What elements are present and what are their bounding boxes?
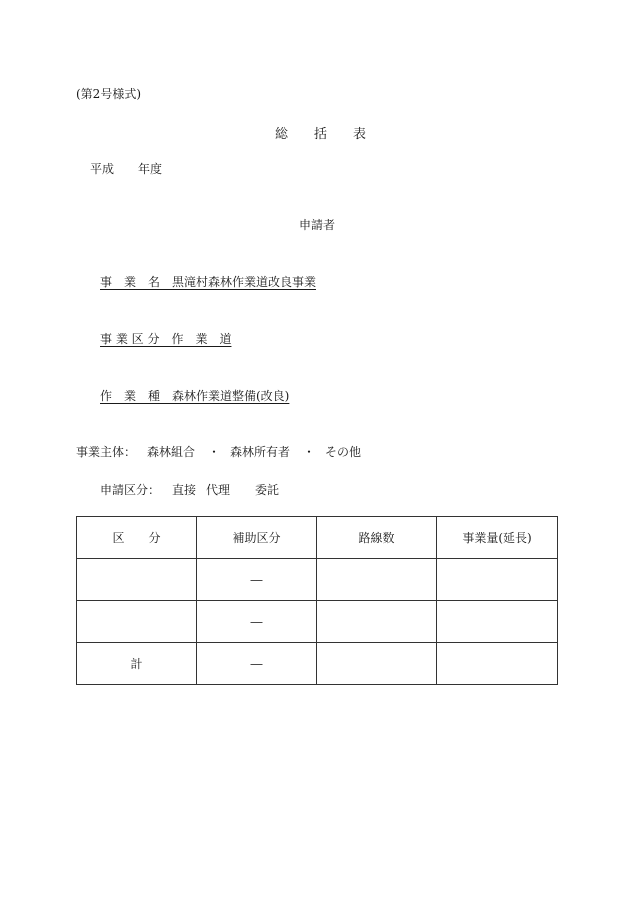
table-cell xyxy=(437,559,558,601)
operator-label: 事業主体： xyxy=(76,445,137,459)
operator-option-other: その他 xyxy=(325,445,362,459)
project-name: 事 業 名 黒滝村森林作業道改良事業 xyxy=(100,275,317,289)
project-category: 事 業 区 分 作 業 道 xyxy=(100,332,232,346)
operator-option-forest-owner: 森林所有者 xyxy=(230,445,291,459)
total-label: 計 xyxy=(77,643,197,685)
application-type-label: 申請区分： xyxy=(100,483,161,497)
table-row xyxy=(77,601,558,643)
table-cell: ― xyxy=(197,601,317,643)
table-cell xyxy=(317,601,437,643)
table-cell xyxy=(317,559,437,601)
table-row xyxy=(77,559,558,601)
summary-table xyxy=(76,516,558,685)
header-project-volume: 事業量(延長) xyxy=(437,517,558,559)
form-number: (第2号様式) xyxy=(76,87,141,101)
table-header-row xyxy=(77,517,558,559)
applicant-label: 申請者 xyxy=(299,218,336,232)
table-cell xyxy=(77,559,197,601)
table-cell xyxy=(437,601,558,643)
operator-option-forest-union: 森林組合 xyxy=(147,445,196,459)
application-option-entrust: 委託 xyxy=(255,483,280,497)
table-cell: ― xyxy=(197,643,317,685)
header-subsidy-category: 補助区分 xyxy=(197,517,317,559)
header-route-count: 路線数 xyxy=(317,517,437,559)
operator-separator: ・ xyxy=(208,445,221,459)
table-total-row xyxy=(77,643,558,685)
table-cell xyxy=(437,643,558,685)
table-cell xyxy=(77,601,197,643)
application-option-proxy: 代理 xyxy=(206,483,231,497)
operator-separator: ・ xyxy=(303,445,316,459)
work-type: 作 業 種 森林作業道整備(改良) xyxy=(100,389,290,403)
document-title: 総 括 表 xyxy=(275,127,367,142)
table-cell xyxy=(317,643,437,685)
table-cell: ― xyxy=(197,559,317,601)
header-category: 区 分 xyxy=(77,517,197,559)
fiscal-year: 平成 年度 xyxy=(90,162,163,176)
application-option-direct: 直接 xyxy=(172,483,197,497)
